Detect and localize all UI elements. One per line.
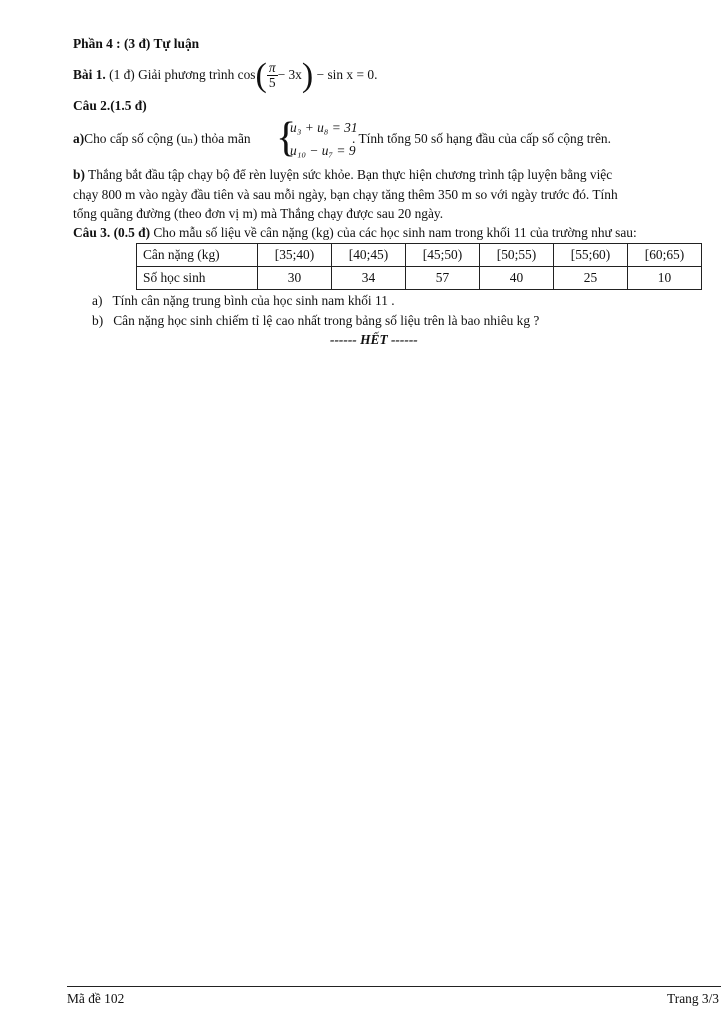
pi-over-5-fraction: $\frac{\pi}{5}$ <box>268 60 276 91</box>
problem-1-label: Bài 1. <box>73 67 106 82</box>
table-cell: [55;60) <box>554 244 628 267</box>
problem-1-points: (1 đ) <box>109 67 135 82</box>
table-cell: 34 <box>332 267 406 290</box>
problem-1-text: Giải phương trình <box>138 67 235 82</box>
system-equation-1: u₃ + u₈ = 31 <box>290 120 358 135</box>
question-2b-line-3: tổng quãng đường (theo đơn vị m) mà Thắng chạy được sau 20 ngày. <box>73 206 444 221</box>
table-cell: 40 <box>480 267 554 290</box>
question-3a: a) Tính cân nặng trung bình của học sinh nam khối 11 . <box>92 293 395 308</box>
table-cell: 30 <box>258 267 332 290</box>
table-cell: 25 <box>554 267 628 290</box>
table-row <box>137 267 702 290</box>
question-2a-prefix: a)Cho cấp số cộng (uₙ) thỏa mãn <box>73 131 251 146</box>
table-cell: [35;40) <box>258 244 332 267</box>
table-cell: [40;45) <box>332 244 406 267</box>
footer-exam-code: Mã đề 102 <box>67 991 125 1006</box>
system-equation-2: u₁₀ − u₇ = 9 <box>290 143 356 158</box>
question-2-heading: Câu 2.(1.5 đ) <box>73 98 147 113</box>
question-2a-suffix: . Tính tổng 50 số hạng đầu của cấp số cộng trên. <box>352 131 611 146</box>
weight-table <box>136 243 702 290</box>
table-cell: 10 <box>628 267 702 290</box>
problem-1 <box>73 58 377 92</box>
system-brace: { <box>276 115 297 161</box>
question-3-heading: Câu 3. (0.5 đ) Cho mẫu số liệu về cân nặng (kg) của các học sinh nam trong khối 11 của trường như sau: <box>73 225 637 240</box>
table-cell: [45;50) <box>406 244 480 267</box>
problem-1-equation: cos( $\frac{\pi}{5}$ − 3x) − sin x = 0. <box>237 56 378 94</box>
table-header-students: Số học sinh <box>137 267 258 290</box>
table-header-weight: Cân nặng (kg) <box>137 244 258 267</box>
table-cell: [50;55) <box>480 244 554 267</box>
question-2b-line-1: b) Thắng bắt đầu tập chạy bộ để rèn luyện sức khỏe. Bạn thực hiện chương trình tập luyện bằng việc <box>73 167 613 182</box>
section-heading: Phần 4 : (3 đ) Tự luận <box>73 36 200 51</box>
end-marker: ------ HẾT ------ <box>330 332 418 347</box>
table-row <box>137 244 702 267</box>
footer-page-number: Trang 3/3 <box>667 991 719 1006</box>
question-2b-line-2: chạy 800 m vào ngày đầu tiên và sau mỗi ngày, bạn chạy tăng thêm 350 m so với ngày trước đó. Tính <box>73 187 618 202</box>
question-3b: b) Cân nặng học sinh chiếm tỉ lệ cao nhất trong bảng số liệu trên là bao nhiêu kg ? <box>92 313 540 328</box>
footer-divider <box>67 986 721 987</box>
table-cell: 57 <box>406 267 480 290</box>
table-cell: [60;65) <box>628 244 702 267</box>
